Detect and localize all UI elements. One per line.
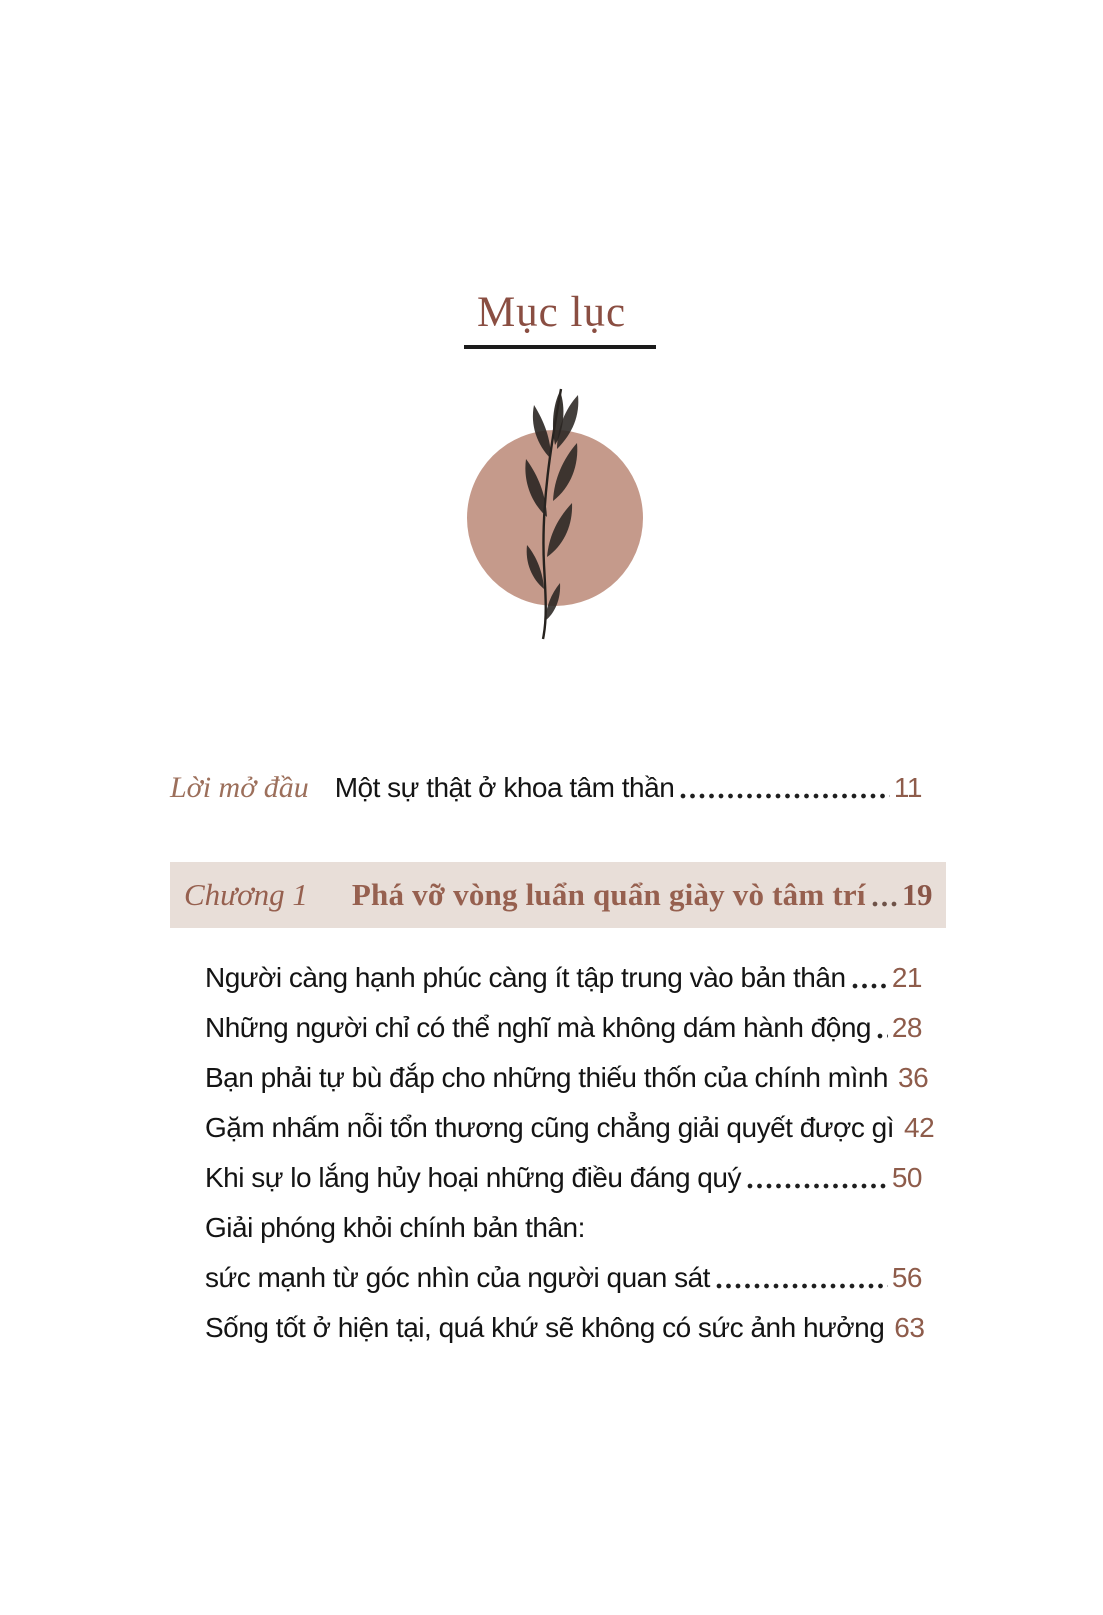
section-page-number: 42 xyxy=(904,1112,935,1143)
section-title: Giải phóng khỏi chính bản thân: xyxy=(205,1212,585,1243)
page-title: Mục lục xyxy=(476,289,627,336)
section-title: Khi sự lo lắng hủy hoại những điều đáng quý xyxy=(205,1162,741,1193)
preface-page-number: 11 xyxy=(893,772,922,803)
section-page-number: 28 xyxy=(891,1012,922,1043)
section-row xyxy=(205,1103,935,1153)
section-row xyxy=(205,1153,922,1203)
title-underline xyxy=(464,345,656,349)
section-list xyxy=(205,953,935,1353)
section-title: Người càng hạnh phúc càng ít tập trung vào bản thân xyxy=(205,962,846,993)
dot-leader xyxy=(680,793,890,799)
botanical-sprig-icon xyxy=(497,385,613,641)
chapter-page-number: 19 xyxy=(902,877,932,912)
preface-label: Lời mở đầu xyxy=(170,771,309,804)
dot-leader xyxy=(872,901,898,907)
section-row xyxy=(205,1303,925,1353)
chapter-title: Phá vỡ vòng luẩn quẩn giày vò tâm trí xyxy=(351,877,866,912)
chapter-heading-row xyxy=(170,862,946,928)
section-page-number: 56 xyxy=(891,1262,922,1293)
section-page-number: 36 xyxy=(898,1062,929,1093)
dot-leader xyxy=(747,1183,888,1189)
section-title: Những người chỉ có thể nghĩ mà không dám hành động xyxy=(205,1012,871,1043)
section-row xyxy=(205,1003,922,1053)
chapter-label: Chương 1 xyxy=(184,877,308,912)
section-row xyxy=(205,1053,929,1103)
section-row xyxy=(205,1203,922,1253)
section-page-number: 63 xyxy=(894,1312,925,1343)
dot-leader xyxy=(716,1283,888,1289)
section-title: sức mạnh từ góc nhìn của người quan sát xyxy=(205,1262,710,1293)
section-page-number: 50 xyxy=(891,1162,922,1193)
dot-leader xyxy=(877,1033,888,1039)
preface-title: Một sự thật ở khoa tâm thần xyxy=(334,772,675,803)
section-row xyxy=(205,1253,922,1303)
preface-row xyxy=(170,763,922,813)
section-row xyxy=(205,953,922,1003)
section-title: Bạn phải tự bù đắp cho những thiếu thốn của chính mình xyxy=(205,1062,888,1093)
section-page-number: 21 xyxy=(891,962,922,993)
decorative-medallion xyxy=(445,385,665,641)
dot-leader xyxy=(852,983,888,989)
section-title: Sống tốt ở hiện tại, quá khứ sẽ không có sức ảnh hưởng xyxy=(205,1312,885,1343)
section-title: Gặm nhấm nỗi tổn thương cũng chẳng giải quyết được gì xyxy=(205,1112,895,1143)
